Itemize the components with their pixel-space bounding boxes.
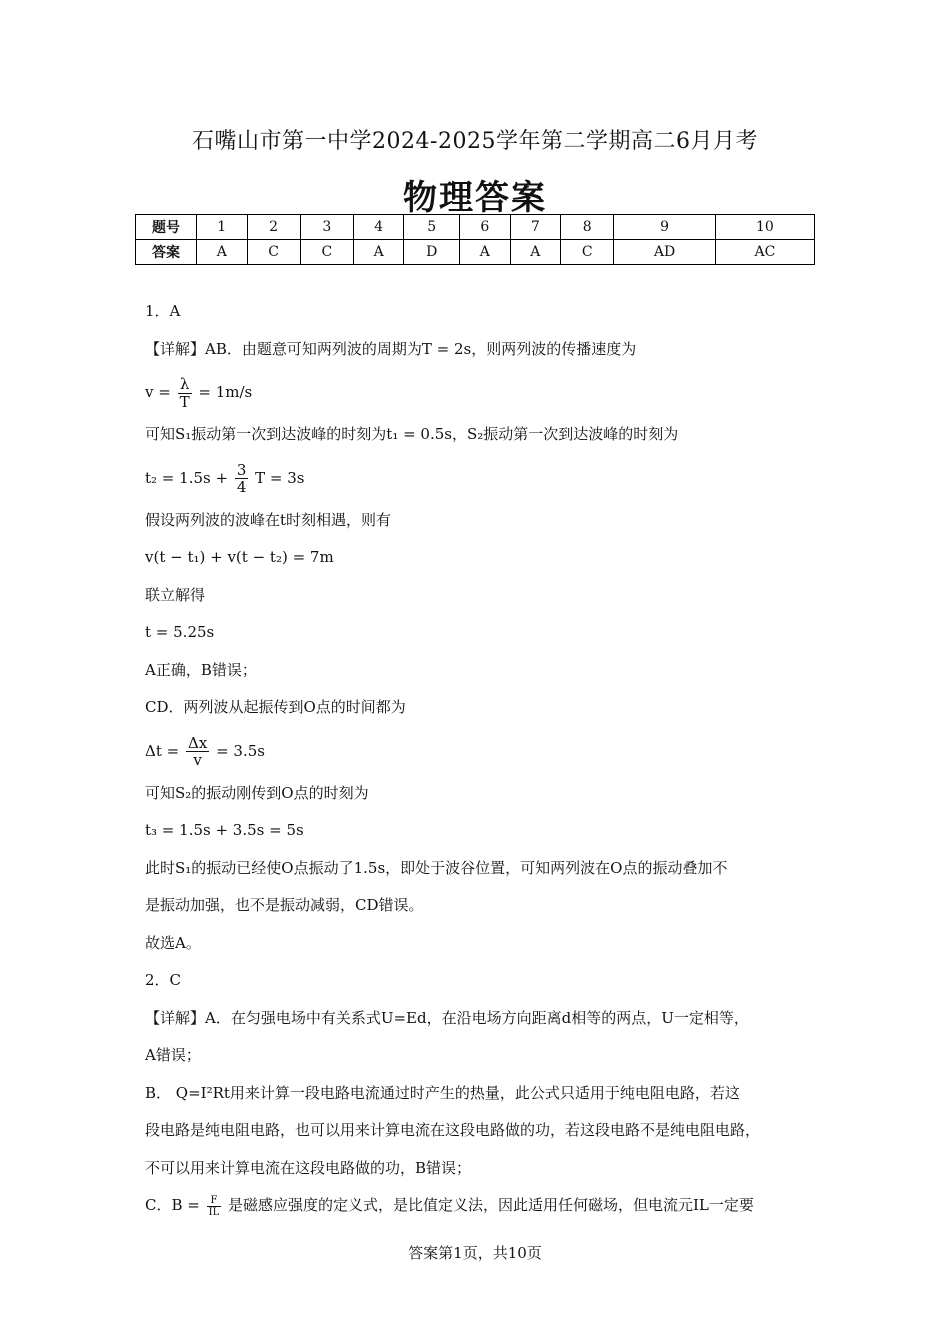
q1-line: 此时S₁的振动已经使O点振动了1.5s，即处于波谷位置，可知两列波在O点的振动叠加不	[145, 858, 728, 877]
q1-formula-t2	[145, 454, 815, 502]
formula-lhs: v =	[145, 383, 171, 401]
answer-table-answer-row	[136, 240, 815, 265]
answer-table-number-row	[136, 215, 815, 240]
fraction-denominator: T	[179, 392, 190, 411]
formula-lhs: t₂ = 1.5s +	[145, 468, 229, 487]
answer-cell: A	[460, 240, 511, 265]
question-number-cell: 8	[561, 215, 614, 240]
formula-lhs: Δt =	[145, 741, 180, 760]
solution-body	[145, 293, 815, 1225]
q1-heading: 1．A	[145, 302, 181, 320]
q1-conclusion: 故选A。	[145, 933, 201, 952]
q1-line: 可知S₁振动第一次到达波峰的时刻为t₁ = 0.5s，S₂振动第一次到达波峰的时刻为	[145, 425, 679, 443]
answer-cell: AD	[614, 240, 715, 265]
answer-cell: C	[561, 240, 614, 265]
formula-rhs: T = 3s	[255, 468, 305, 487]
q2-line: B． Q=I²Rt用来计算一段电路电流通过时产生的热量，此公式只适用于纯电阻电路，若这	[145, 1083, 740, 1102]
fraction-denominator: 4	[236, 478, 247, 496]
fraction	[186, 735, 209, 769]
q1-line: 可知S₂的振动刚传到O点的时刻为	[145, 783, 369, 802]
q1-formula-delta-t	[145, 727, 815, 775]
question-number-cell: 3	[300, 215, 353, 240]
fraction	[235, 462, 249, 496]
q1-formula: t₃ = 1.5s + 3.5s = 5s	[145, 821, 304, 839]
page-title: 石嘴山市第一中学2024-2025学年第二学期高二6月月考	[192, 129, 758, 154]
question-number-cell: 5	[404, 215, 460, 240]
fraction-numerator: F	[207, 1195, 222, 1207]
answer-cell: A	[510, 240, 561, 265]
formula-rhs: = 3.5s	[216, 741, 265, 760]
formula-rhs: 是磁感应强度的定义式，是比值定义法，因此适用任何磁场，但电流元IL一定要	[228, 1196, 754, 1214]
row-label-number: 题号	[136, 215, 197, 240]
q1-line: 假设两列波的波峰在t时刻相遇，则有	[145, 510, 392, 529]
fraction-numerator: λ	[178, 376, 192, 394]
q2-line: A错误；	[145, 1046, 201, 1064]
question-number-cell: 6	[460, 215, 511, 240]
formula-rhs: = 1m/s	[198, 383, 253, 401]
page-footer: 答案第1页，共10页	[408, 1244, 542, 1262]
question-number-cell: 9	[614, 215, 715, 240]
question-number-cell: 2	[247, 215, 300, 240]
answer-table	[135, 214, 815, 265]
answer-cell: A	[197, 240, 248, 265]
question-number-cell: 10	[715, 215, 814, 240]
q2-line-c	[145, 1187, 815, 1225]
fraction	[178, 376, 192, 410]
answer-cell: AC	[715, 240, 814, 265]
question-number-cell: 7	[510, 215, 561, 240]
answer-cell: D	[404, 240, 460, 265]
fraction-denominator: IL	[208, 1206, 220, 1218]
q1-line: 是振动加强，也不是振动减弱，CD错误。	[145, 896, 424, 914]
q1-line: 【详解】AB．由题意可知两列波的周期为T = 2s，则两列波的传播速度为	[145, 339, 637, 358]
q2-line: 段电路是纯电阻电路，也可以用来计算电流在这段电路做的功，若这段电路不是纯电阻电路，	[145, 1121, 761, 1139]
answer-cell: C	[300, 240, 353, 265]
fraction-denominator: v	[193, 751, 202, 769]
question-number-cell: 4	[353, 215, 404, 240]
fraction-numerator: 3	[236, 460, 247, 479]
answer-cell: A	[353, 240, 404, 265]
q1-formula: v(t − t₁) + v(t − t₂) = 7m	[145, 548, 334, 566]
q1-formula-velocity	[145, 368, 815, 416]
question-number-cell: 1	[197, 215, 248, 240]
q1-formula: t = 5.25s	[145, 623, 215, 641]
q1-line: 联立解得	[145, 585, 206, 604]
row-label-answer: 答案	[136, 240, 197, 265]
q1-line: CD．两列波从起振传到O点的时间都为	[145, 698, 406, 716]
page-subtitle: 物理答案	[403, 178, 547, 218]
formula-lhs: C．B =	[145, 1196, 200, 1214]
fraction-numerator: Δx	[187, 733, 208, 752]
q1-line: A正确，B错误；	[145, 660, 257, 679]
fraction	[207, 1195, 222, 1218]
q2-line: 【详解】A．在匀强电场中有关系式U=Ed，在沿电场方向距离d相等的两点，U一定相等，	[145, 1008, 749, 1027]
answer-cell: C	[247, 240, 300, 265]
q2-line: 不可以用来计算电流在这段电路做的功，B错误；	[145, 1158, 472, 1177]
q2-heading: 2．C	[145, 971, 182, 989]
